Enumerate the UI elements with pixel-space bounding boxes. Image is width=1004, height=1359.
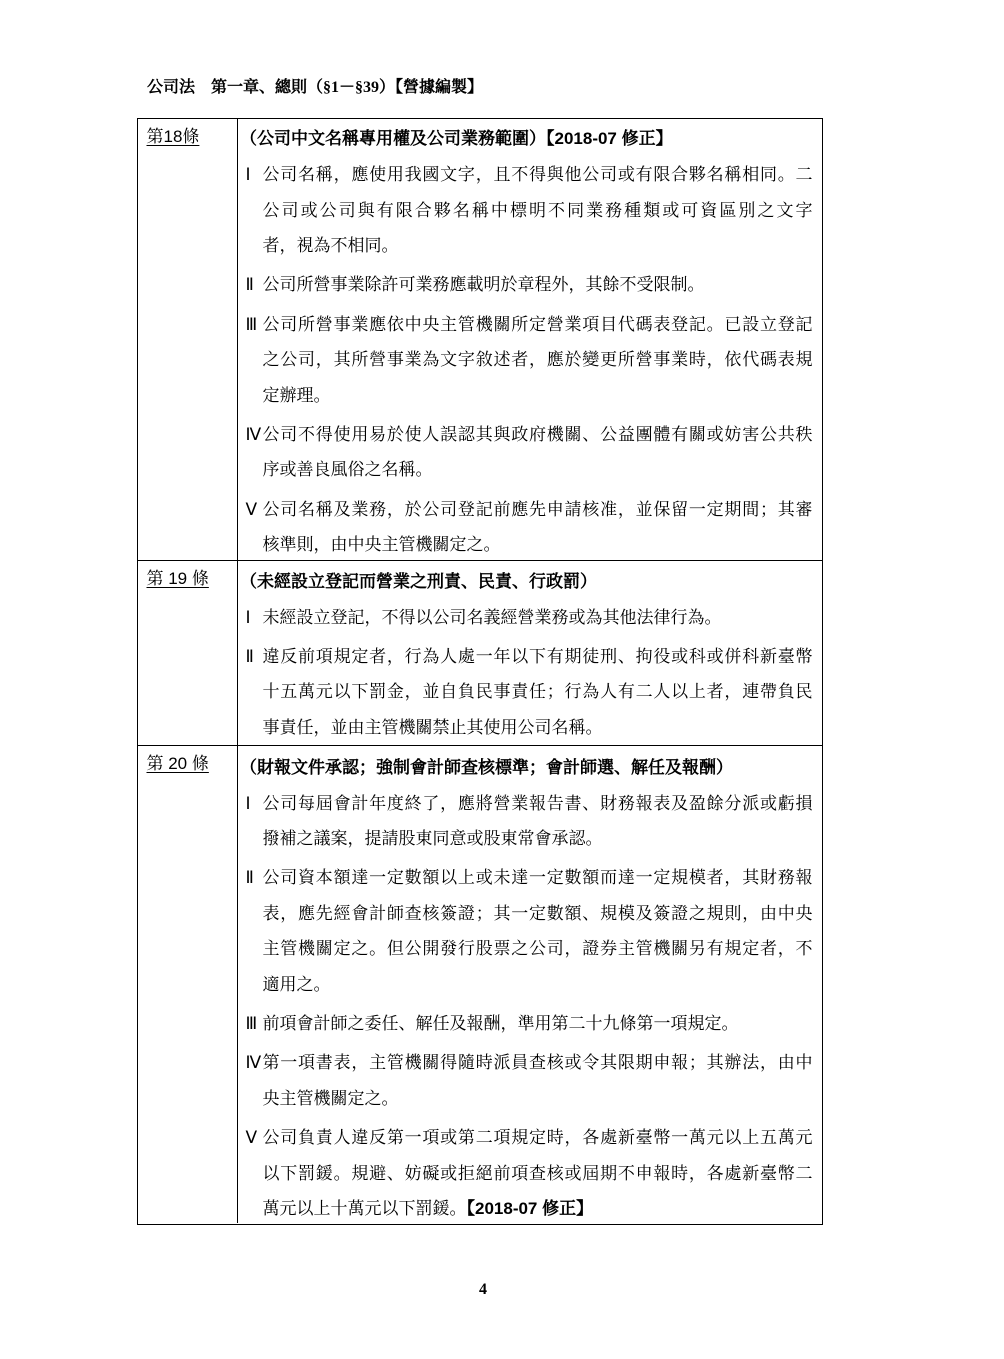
text-line: 之公司，其所營事業為文字敘述者，應於變更所營事業時，依代碼表規 xyxy=(262,350,813,370)
text-line: 者，視為不相同。 xyxy=(262,236,399,255)
article-heading: （公司中文名稱專用權及公司業務範圍）【2018-07 修正】 xyxy=(240,129,673,148)
paragraph-numeral: Ⅱ xyxy=(245,275,254,295)
article-number: 第 19 條 xyxy=(146,568,209,588)
paragraph-numeral: Ⅱ xyxy=(245,646,254,666)
text-line: 公司名稱及業務，於公司登記前應先申請核准，並保留一定期間；其審 xyxy=(262,499,813,519)
text-line: 定辦理。 xyxy=(262,385,331,405)
text-line: 公司資本額達一定數額以上或未達一定數額而達一定規模者，其財務報 xyxy=(262,868,813,888)
paragraph-numeral: Ⅰ xyxy=(245,607,251,627)
paragraph-numeral: Ⅰ xyxy=(245,793,251,813)
text-line: 以下罰鍰。規避、妨礙或拒絕前項查核或屆期不申報時，各處新臺幣二 xyxy=(262,1163,813,1183)
text-line: 央主管機關定之。 xyxy=(262,1088,399,1108)
text-line xyxy=(263,1191,813,1227)
text-line: 事責任，並由主管機關禁止其使用公司名稱。 xyxy=(262,717,603,737)
paragraph xyxy=(238,860,822,1002)
paragraph xyxy=(238,307,822,414)
paragraph xyxy=(238,786,822,857)
text-line: 未經設立登記，不得以公司名義經營業務或為其他法律行為。 xyxy=(262,607,722,627)
article-heading: （財報文件承認；強制會計師查核標準；會計師選、解任及報酬） xyxy=(240,757,733,777)
article-row-20 xyxy=(138,745,822,1224)
text-line: 適用之。 xyxy=(262,974,331,994)
text-line: 第一項書表，主管機關得隨時派員查核或令其限期申報；其辦法，由中 xyxy=(262,1053,813,1073)
text-line: 主管機關定之。但公開發行股票之公司，證券主管機關另有規定者，不 xyxy=(262,939,813,959)
article-text-cell xyxy=(238,561,822,745)
paragraph xyxy=(238,417,822,488)
article-number: 第 20 條 xyxy=(146,753,209,773)
paragraph xyxy=(238,1006,822,1042)
articles-table xyxy=(137,118,823,1225)
paragraph-numeral: Ⅴ xyxy=(245,499,258,519)
text-line: 公司每屆會計年度終了，應將營業報告書、財務報表及盈餘分派或虧損 xyxy=(262,793,813,813)
paragraph-numeral: Ⅲ xyxy=(245,1014,258,1034)
amendment-tag: 【2018-07 修正】 xyxy=(466,1199,594,1219)
text-line: 公司負責人違反第一項或第二項規定時，各處新臺幣一萬元以上五萬元 xyxy=(262,1128,813,1148)
running-header: 公司法 第一章、總則（§1－§39）【營據編製】 xyxy=(147,79,484,96)
text-line: 公司不得使用易於使人誤認其與政府機關、公益團體有關或妨害公共秩 xyxy=(262,424,813,444)
text-line: 序或善良風俗之名稱。 xyxy=(262,460,433,480)
article-text-cell xyxy=(238,746,822,1224)
paragraph xyxy=(238,157,822,264)
paragraph-numeral: Ⅳ xyxy=(245,1053,262,1073)
line-text: 萬元以上十萬元以下罰鍰。 xyxy=(262,1199,467,1219)
paragraph xyxy=(238,492,822,563)
article-number-cell xyxy=(138,561,238,745)
text-line: 公司名稱，應使用我國文字，且不得與他公司或有限合夥名稱相同。二 xyxy=(262,165,813,184)
text-line: 公司或公司與有限合夥名稱中標明不同業務種類或可資區別之文字 xyxy=(262,200,813,220)
paragraph-numeral: Ⅳ xyxy=(245,424,262,444)
article-row-18 xyxy=(138,119,822,560)
page-number: 4 xyxy=(479,1281,487,1298)
text-line: 公司所營事業除許可業務應載明於章程外，其餘不受限制。 xyxy=(262,275,705,295)
article-text-cell xyxy=(238,119,822,560)
text-line: 核準則，由中央主管機關定之。 xyxy=(262,535,501,555)
article-number-cell xyxy=(138,746,238,1224)
article-number-cell xyxy=(138,119,238,560)
paragraph-numeral: Ⅲ xyxy=(245,314,258,334)
paragraph xyxy=(238,267,822,303)
paragraph xyxy=(238,1045,822,1116)
article-row-19 xyxy=(138,560,822,745)
paragraph xyxy=(238,639,822,746)
paragraph-numeral: Ⅰ xyxy=(245,165,251,184)
text-line: 違反前項規定者，行為人處一年以下有期徒刑、拘役或科或併科新臺幣 xyxy=(262,646,813,666)
paragraph-numeral: Ⅴ xyxy=(245,1128,258,1148)
article-number: 第18條 xyxy=(146,127,200,146)
text-line: 公司所營事業應依中央主管機關所定營業項目代碼表登記。已設立登記 xyxy=(262,314,813,334)
text-line: 表，應先經會計師查核簽證；其一定數額、規模及簽證之規則，由中央 xyxy=(262,903,813,923)
article-heading: （未經設立登記而營業之刑責、民責、行政罰） xyxy=(240,571,597,591)
paragraph-numeral: Ⅱ xyxy=(245,868,254,888)
text-line: 撥補之議案，提請股東同意或股東常會承認。 xyxy=(262,829,603,848)
paragraph xyxy=(238,1120,822,1227)
text-line: 前項會計師之委任、解任及報酬，準用第二十九條第一項規定。 xyxy=(262,1014,739,1034)
paragraph xyxy=(238,600,822,636)
text-line: 十五萬元以下罰金，並自負民事責任；行為人有二人以上者，連帶負民 xyxy=(262,682,813,702)
